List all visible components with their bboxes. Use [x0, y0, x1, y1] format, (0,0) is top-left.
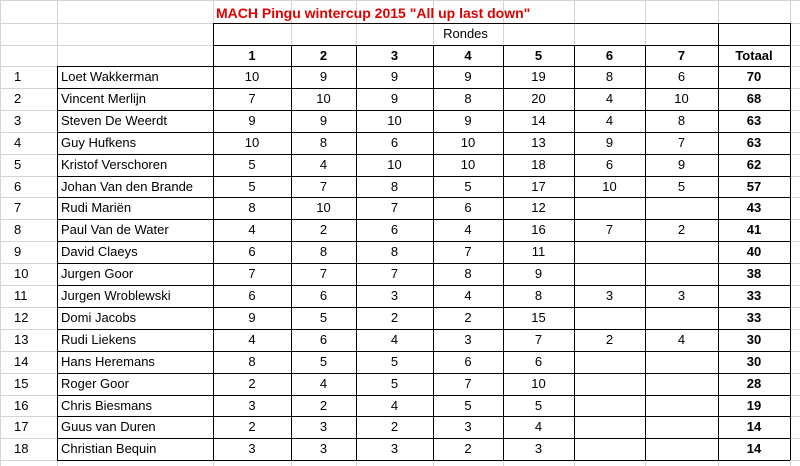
round-header-2: 2: [319, 48, 328, 63]
total-score: 62: [746, 156, 762, 172]
round-score: 12: [531, 200, 546, 216]
round-score: 4: [390, 397, 399, 413]
rank-cell: 8: [14, 222, 22, 238]
round-score: [574, 373, 645, 394]
round-score: 5: [677, 178, 686, 194]
round-score: 9: [464, 69, 472, 84]
round-score: 8: [464, 90, 472, 106]
round-score: [574, 395, 645, 416]
round-score: 2: [319, 222, 328, 238]
round-score: 8: [534, 288, 543, 303]
round-score: 8: [605, 69, 614, 84]
round-score: 2: [390, 309, 399, 325]
total-header: Totaal: [735, 48, 773, 63]
round-score: 7: [248, 266, 256, 282]
round-score: 5: [248, 156, 256, 172]
round-score: 4: [319, 375, 328, 391]
round-score: 15: [531, 309, 546, 325]
player-name: Guy Hufkens: [61, 134, 137, 150]
rondes-header: Rondes: [443, 26, 488, 41]
round-score: [645, 263, 718, 284]
round-score: 8: [677, 112, 686, 128]
round-score: [574, 351, 645, 372]
round-score: 8: [390, 244, 399, 260]
total-score: 33: [746, 288, 762, 303]
round-score: 10: [244, 134, 260, 150]
round-header-5: 5: [534, 48, 543, 63]
round-score: [574, 307, 645, 328]
round-score: 3: [605, 288, 614, 303]
round-score: 7: [319, 178, 328, 194]
rank-cell: 18: [14, 441, 29, 457]
player-name: Guus van Duren: [61, 419, 156, 435]
round-score: 6: [677, 69, 686, 84]
round-score: 10: [602, 178, 617, 194]
total-score: 40: [746, 244, 762, 260]
rank-cell: 14: [14, 353, 29, 369]
player-name: Paul Van de Water: [61, 222, 169, 238]
total-score: 19: [746, 397, 762, 413]
rank-cell: 1: [14, 69, 22, 84]
round-score: [645, 351, 718, 372]
player-name: Domi Jacobs: [61, 309, 137, 325]
round-score: 19: [531, 69, 546, 84]
round-score: [574, 263, 645, 284]
round-score: [574, 438, 645, 459]
round-score: 2: [248, 419, 256, 435]
player-name: Christian Bequin: [61, 441, 157, 457]
round-score: 6: [390, 222, 399, 238]
player-name: Jurgen Goor: [61, 266, 134, 282]
round-score: 10: [674, 90, 689, 106]
round-score: 4: [248, 222, 256, 238]
round-score: 2: [319, 397, 328, 413]
round-score: 5: [390, 375, 399, 391]
rank-cell: 2: [14, 90, 22, 106]
rank-cell: 7: [14, 200, 22, 216]
player-name: Rudi Mariën: [61, 200, 132, 216]
round-score: 20: [531, 90, 546, 106]
round-score: 10: [531, 375, 546, 391]
rank-cell: 4: [14, 134, 22, 150]
player-name: Rudi Liekens: [61, 331, 137, 347]
round-score: 10: [244, 69, 260, 84]
round-score: 8: [390, 178, 399, 194]
total-score: 63: [746, 112, 762, 128]
round-score: 7: [319, 266, 328, 282]
round-score: 9: [248, 309, 256, 325]
player-name: Roger Goor: [61, 375, 129, 391]
player-name: Kristof Verschoren: [61, 156, 168, 172]
round-score: 10: [460, 134, 476, 150]
round-score: 3: [534, 441, 543, 457]
rank-cell: 9: [14, 244, 22, 260]
rank-cell: 6: [14, 178, 22, 194]
round-header-4: 4: [464, 48, 472, 63]
round-score: 10: [387, 112, 402, 128]
round-score: 9: [605, 134, 614, 150]
round-score: 9: [677, 156, 686, 172]
round-score: 5: [464, 397, 472, 413]
player-name: Loet Wakkerman: [61, 69, 159, 84]
round-score: 2: [248, 375, 256, 391]
round-score: 6: [390, 134, 399, 150]
round-score: 3: [248, 441, 256, 457]
round-score: 13: [531, 134, 546, 150]
rank-cell: 12: [14, 309, 29, 325]
round-score: 5: [248, 178, 256, 194]
round-score: 5: [534, 397, 543, 413]
round-score: 11: [531, 244, 546, 260]
player-name: Johan Van den Brande: [61, 178, 194, 194]
round-score: 10: [387, 156, 402, 172]
rank-cell: 3: [14, 112, 22, 128]
total-score: 70: [746, 69, 762, 84]
total-score: 68: [746, 90, 762, 106]
round-score: 8: [319, 244, 328, 260]
round-score: 7: [248, 90, 256, 106]
round-score: 9: [464, 112, 472, 128]
round-score: 3: [464, 419, 472, 435]
round-score: 8: [319, 134, 328, 150]
round-score: [645, 307, 718, 328]
player-name: Chris Biesmans: [61, 397, 153, 413]
round-score: 9: [390, 69, 399, 84]
round-score: [645, 438, 718, 459]
round-score: 17: [531, 178, 546, 194]
round-score: 3: [390, 288, 399, 303]
round-score: [645, 416, 718, 437]
round-score: 4: [605, 90, 614, 106]
player-name: Steven De Weerdt: [61, 112, 167, 128]
rank-cell: 11: [14, 288, 28, 303]
round-score: 6: [319, 288, 328, 303]
total-score: 41: [746, 222, 762, 238]
total-score: 63: [746, 134, 762, 150]
round-score: 3: [390, 441, 399, 457]
round-score: 10: [316, 90, 331, 106]
round-score: 4: [677, 331, 686, 347]
round-score: 4: [605, 112, 614, 128]
total-score: 28: [746, 375, 762, 391]
round-score: 4: [248, 331, 256, 347]
round-header-7: 7: [677, 48, 686, 63]
round-score: [645, 241, 718, 262]
total-score: 38: [746, 266, 762, 282]
round-score: [574, 197, 645, 218]
round-score: 2: [677, 222, 686, 238]
total-score: 30: [746, 331, 762, 347]
round-score: 9: [319, 69, 328, 84]
round-score: 8: [248, 353, 256, 369]
round-score: 3: [677, 288, 686, 303]
round-score: 10: [460, 156, 476, 172]
round-score: 5: [319, 353, 328, 369]
round-score: 10: [316, 200, 331, 216]
round-score: 9: [248, 112, 256, 128]
round-score: 6: [464, 353, 472, 369]
player-name: Vincent Merlijn: [61, 90, 147, 106]
round-score: 2: [464, 309, 472, 325]
round-score: 8: [248, 200, 256, 216]
round-score: 16: [531, 222, 546, 238]
round-header-6: 6: [605, 48, 614, 63]
round-score: 7: [464, 244, 472, 260]
sheet-title: MACH Pingu wintercup 2015 "All up last down": [216, 5, 531, 21]
player-name: David Claeys: [61, 244, 138, 260]
round-score: 8: [464, 266, 472, 282]
round-score: 7: [605, 222, 614, 238]
total-score: 33: [746, 309, 762, 325]
round-score: 4: [534, 419, 543, 435]
round-score: 7: [464, 375, 472, 391]
total-score: 30: [746, 353, 762, 369]
rank-cell: 17: [14, 419, 29, 435]
round-score: 6: [534, 353, 543, 369]
round-score: 6: [605, 156, 614, 172]
player-name: Hans Heremans: [61, 353, 155, 369]
round-score: 4: [390, 331, 399, 347]
round-score: [645, 395, 718, 416]
round-score: 9: [534, 266, 543, 282]
round-score: [574, 241, 645, 262]
round-score: 3: [319, 419, 328, 435]
round-score: 9: [319, 112, 328, 128]
rank-cell: 13: [14, 331, 29, 347]
round-score: 2: [390, 419, 399, 435]
round-score: [645, 373, 718, 394]
round-score: 7: [390, 266, 399, 282]
round-score: 3: [464, 331, 472, 347]
round-score: 2: [464, 441, 472, 457]
rank-cell: 16: [14, 397, 29, 413]
round-score: 6: [248, 288, 256, 303]
round-header-3: 3: [390, 48, 399, 63]
round-score: 6: [248, 244, 256, 260]
round-score: 2: [605, 331, 614, 347]
rank-cell: 10: [14, 266, 29, 282]
player-name: Jurgen Wroblewski: [61, 288, 171, 303]
round-score: 4: [319, 156, 328, 172]
rank-cell: 5: [14, 156, 22, 172]
round-score: 6: [319, 331, 328, 347]
round-score: 9: [390, 90, 399, 106]
round-score: 4: [464, 222, 472, 238]
round-score: [574, 416, 645, 437]
round-score: 14: [531, 112, 546, 128]
total-score: 14: [746, 419, 762, 435]
total-score: 14: [746, 441, 762, 457]
total-score: 57: [746, 178, 762, 194]
round-score: [645, 197, 718, 218]
round-score: 7: [677, 134, 686, 150]
round-score: 6: [464, 200, 472, 216]
round-header-1: 1: [248, 48, 256, 63]
round-score: 5: [390, 353, 399, 369]
round-score: 3: [319, 441, 328, 457]
round-score: 18: [531, 156, 546, 172]
total-score: 43: [746, 200, 762, 216]
rank-cell: 15: [14, 375, 29, 391]
round-score: 5: [319, 309, 328, 325]
round-score: 3: [248, 397, 256, 413]
round-score: 7: [534, 331, 543, 347]
round-score: 7: [390, 200, 399, 216]
round-score: 4: [464, 288, 472, 303]
round-score: 5: [464, 178, 472, 194]
